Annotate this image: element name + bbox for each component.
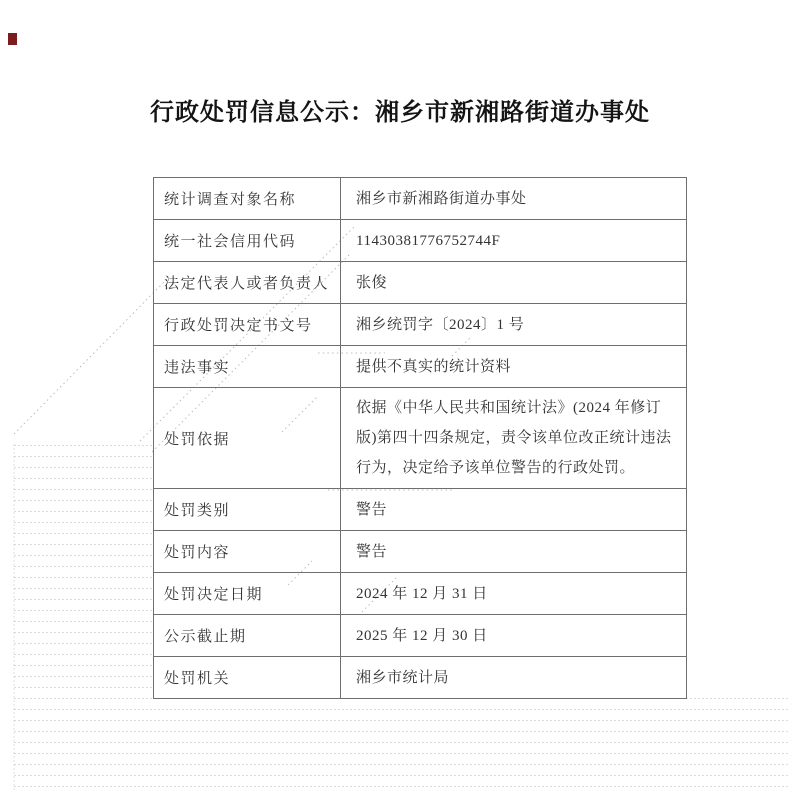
table-row (154, 304, 687, 346)
penalty-table-body (154, 178, 687, 699)
watermark-dotted-lines-bottom (13, 693, 789, 794)
row-value: 2025 年 12 月 30 日 (341, 615, 687, 657)
row-label: 处罚类别 (154, 489, 341, 531)
row-value: 湘乡市新湘路街道办事处 (341, 178, 687, 220)
row-label: 法定代表人或者负责人 (154, 262, 341, 304)
row-value: 张俊 (341, 262, 687, 304)
row-label: 处罚内容 (154, 531, 341, 573)
row-label: 处罚依据 (154, 388, 341, 489)
row-label: 处罚决定日期 (154, 573, 341, 615)
scan-artifact-speck (8, 33, 17, 45)
row-label: 统计调查对象名称 (154, 178, 341, 220)
row-value: 湘乡市统计局 (341, 657, 687, 699)
penalty-info-table (153, 177, 687, 699)
table-row (154, 220, 687, 262)
watermark-dotted-line-vertical (13, 443, 15, 791)
table-row (154, 178, 687, 220)
table-row (154, 262, 687, 304)
table-row (154, 346, 687, 388)
row-label: 公示截止期 (154, 615, 341, 657)
page-title: 行政处罚信息公示：湘乡市新湘路街道办事处 (150, 100, 650, 126)
row-value: 提供不真实的统计资料 (341, 346, 687, 388)
row-label: 处罚机关 (154, 657, 341, 699)
row-value: 2024 年 12 月 31 日 (341, 573, 687, 615)
row-value: 湘乡统罚字〔2024〕1 号 (341, 304, 687, 346)
row-label: 统一社会信用代码 (154, 220, 341, 262)
row-value: 警告 (341, 489, 687, 531)
row-value: 警告 (341, 531, 687, 573)
table-row (154, 573, 687, 615)
row-value: 11430381776752744F (341, 220, 687, 262)
table-row (154, 489, 687, 531)
watermark-dotted-lines-left (13, 440, 153, 692)
row-label: 行政处罚决定书文号 (154, 304, 341, 346)
table-row (154, 657, 687, 699)
table-row (154, 615, 687, 657)
table-row (154, 388, 687, 489)
table-row (154, 531, 687, 573)
row-label: 违法事实 (154, 346, 341, 388)
row-value: 依据《中华人民共和国统计法》(2024 年修订版)第四十四条规定，责令该单位改正统计违法行为，决定给予该单位警告的行政处罚。 (341, 388, 687, 489)
